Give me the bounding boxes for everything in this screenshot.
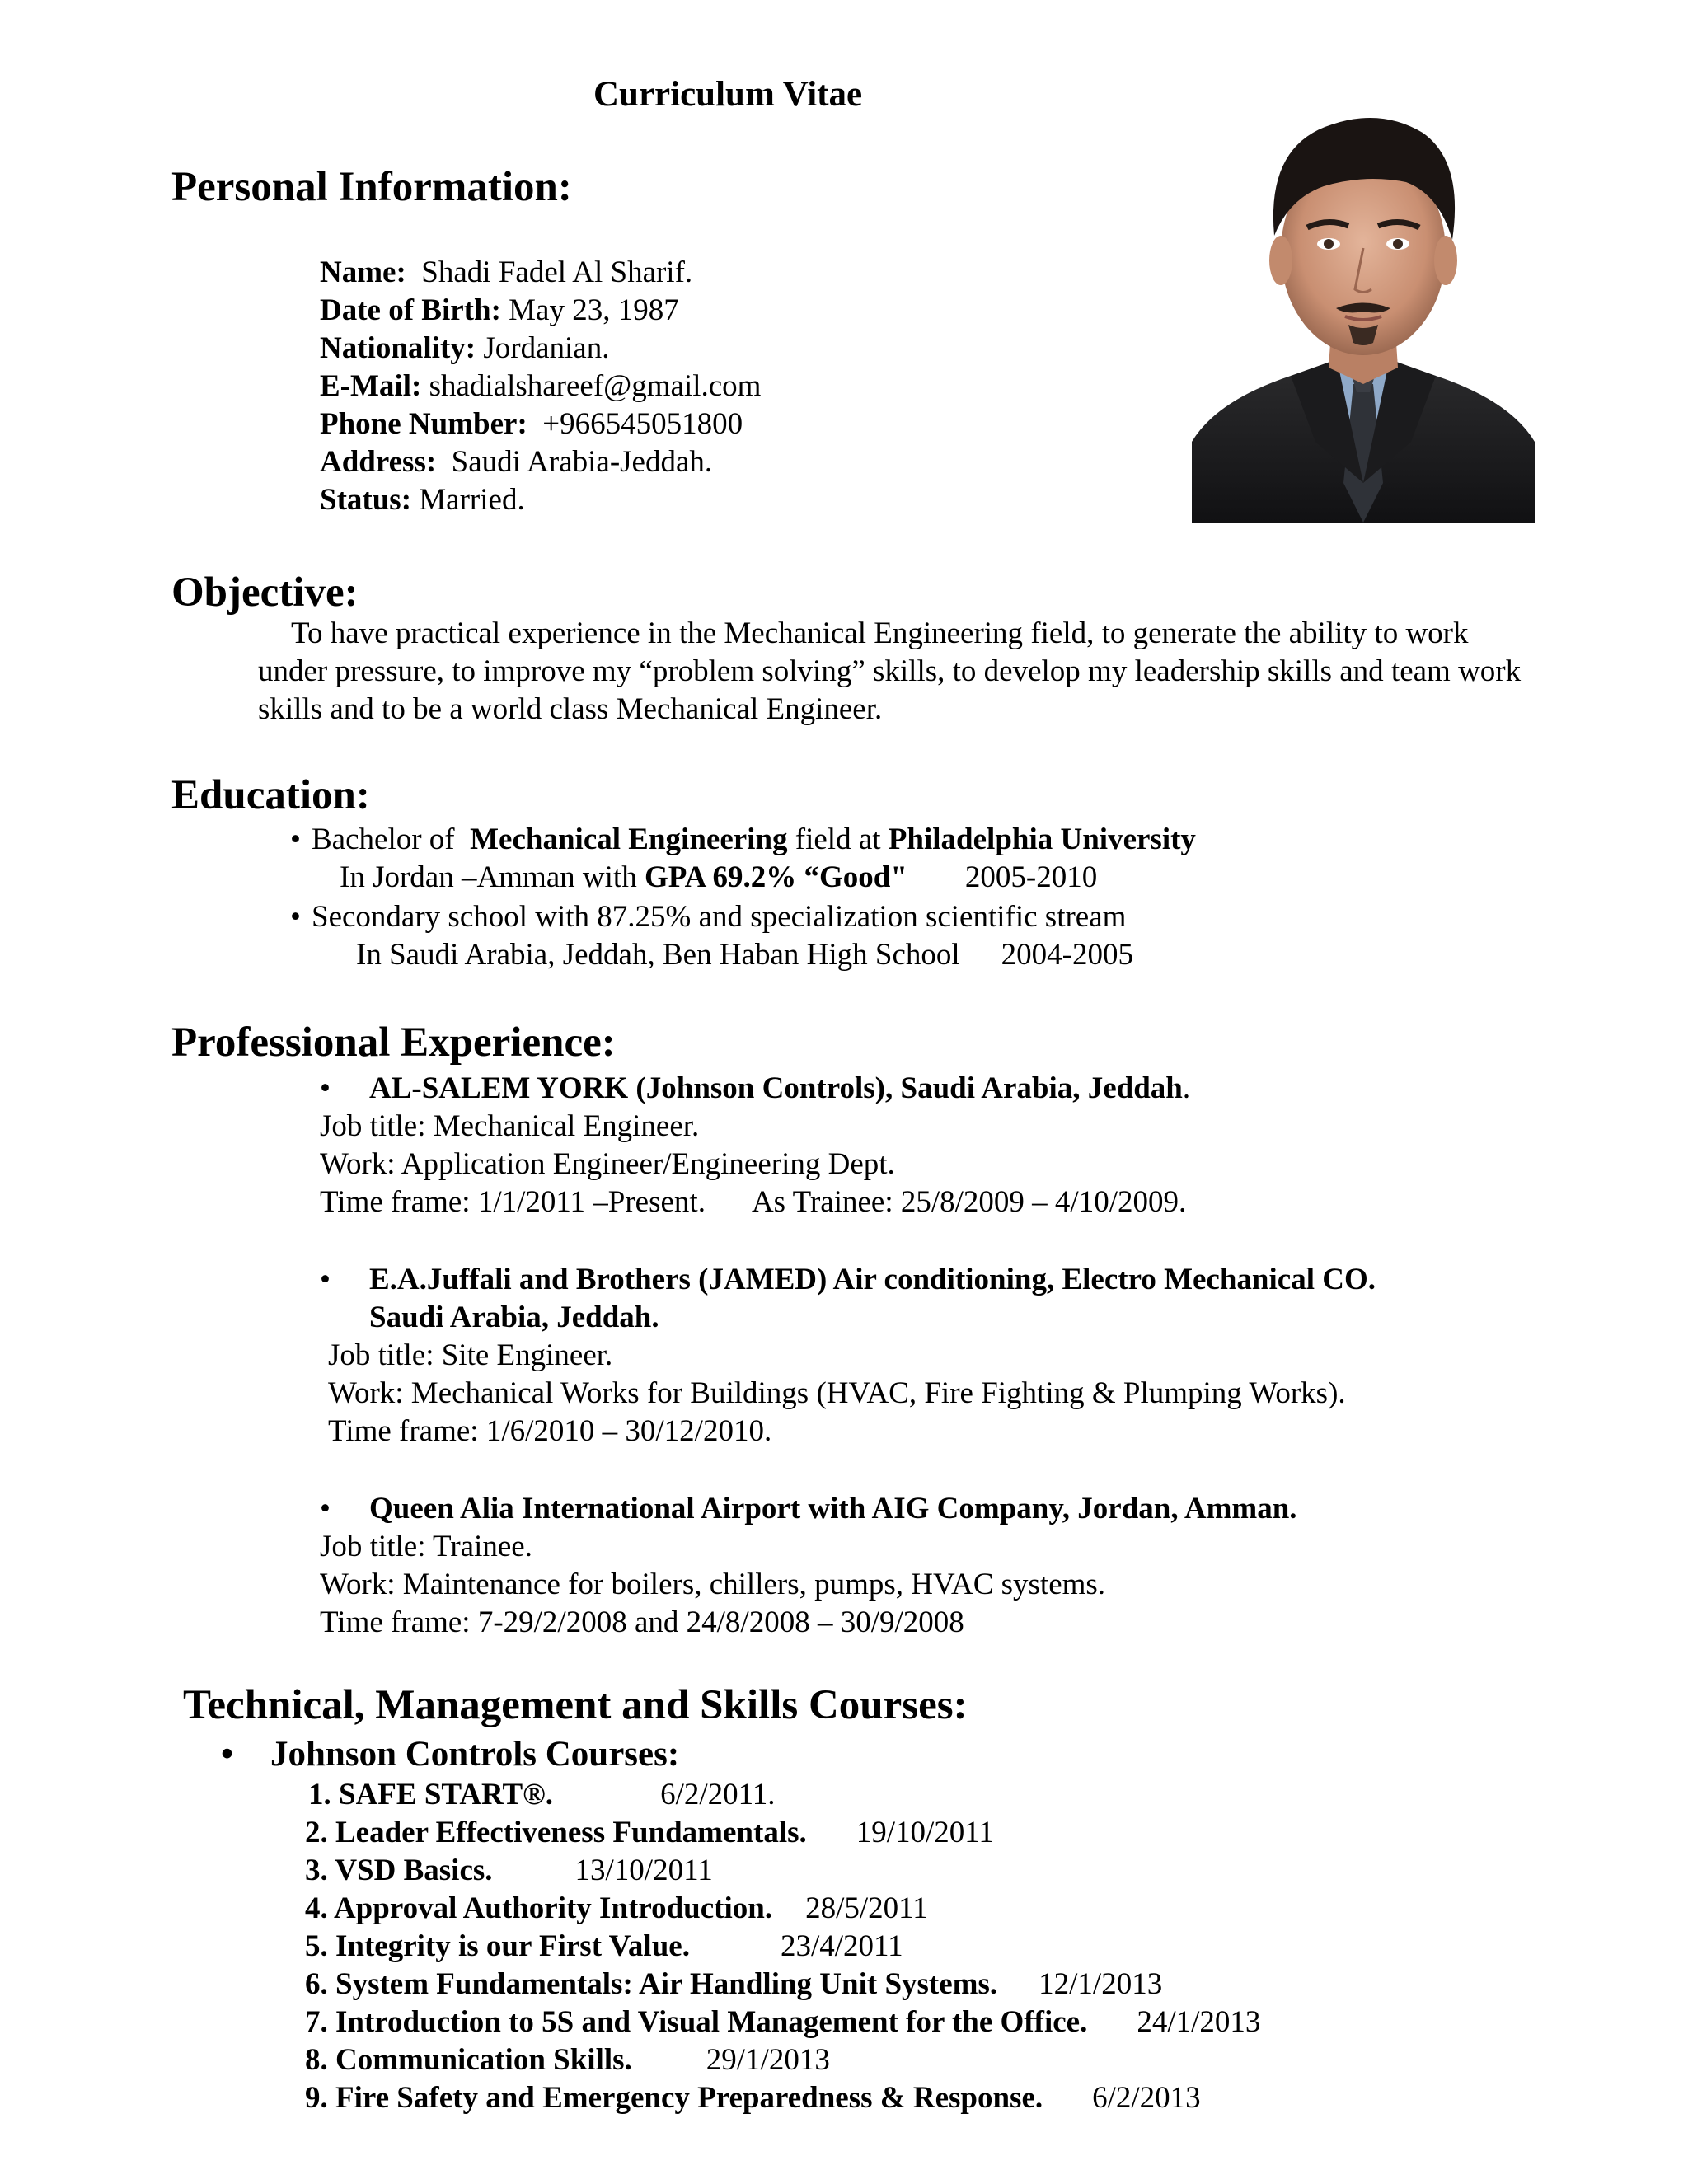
bullet-icon: • bbox=[320, 1071, 331, 1105]
profile-photo bbox=[1192, 96, 1535, 523]
experience-heading: Professional Experience: bbox=[171, 1019, 616, 1066]
course-item: 4. Approval Authority Introduction. 28/5/2011 bbox=[305, 1891, 928, 1925]
pi-label: Date of Birth: bbox=[320, 293, 501, 327]
edu-university: Philadelphia University bbox=[888, 823, 1196, 856]
document-title: Curriculum Vitae bbox=[593, 75, 863, 114]
course-item: 2. Leader Effectiveness Fundamentals. 19/10/2011 bbox=[305, 1816, 994, 1849]
job2-work: Work: Mechanical Works for Buildings (HVAC, Fire Fighting & Plumping Works). bbox=[328, 1376, 1346, 1410]
pi-address-row bbox=[320, 443, 761, 481]
education-item-bachelor bbox=[290, 821, 1196, 859]
education-item-secondary bbox=[290, 898, 1126, 936]
pi-value: May 23, 1987 bbox=[509, 293, 679, 327]
pi-label: E-Mail: bbox=[320, 369, 422, 403]
job1-work: Work: Application Engineer/Engineering Dept. bbox=[320, 1147, 895, 1181]
edu-text: In Saudi Arabia, Jeddah, Ben Haban High School bbox=[356, 938, 960, 972]
time-frame: Time frame: 1/1/2011 –Present. bbox=[320, 1185, 706, 1219]
course-item: 7. Introduction to 5S and Visual Management for the Office. 24/1/2013 bbox=[305, 2005, 1261, 2039]
pi-value: Saudi Arabia-Jeddah. bbox=[451, 445, 713, 479]
job3-company bbox=[320, 1490, 1297, 1528]
job2-company-line2: Saudi Arabia, Jeddah. bbox=[369, 1301, 659, 1334]
pi-label: Name: bbox=[320, 255, 406, 289]
job2-company bbox=[320, 1261, 1376, 1299]
pi-label: Nationality: bbox=[320, 331, 476, 365]
bullet-icon: • bbox=[320, 1492, 331, 1526]
company-name: AL-SALEM YORK (Johnson Controls), Saudi Arabia, Jeddah bbox=[369, 1071, 1183, 1105]
course-item: 6. System Fundamentals: Air Handling Unit Systems. 12/1/2013 bbox=[305, 1967, 1163, 2001]
pi-phone-row bbox=[320, 405, 761, 443]
pi-name-row bbox=[320, 254, 761, 292]
edu-degree: Mechanical Engineering bbox=[470, 823, 788, 856]
pi-value: shadialshareef@gmail.com bbox=[429, 369, 762, 403]
job1-company bbox=[320, 1070, 1190, 1108]
objective-heading: Objective: bbox=[171, 569, 359, 616]
edu-gpa: GPA 69.2% “Good" bbox=[644, 860, 907, 894]
pi-value: Shadi Fadel Al Sharif. bbox=[421, 255, 693, 289]
pi-status-row bbox=[320, 481, 761, 519]
job3-title: Job title: Trainee. bbox=[320, 1530, 532, 1563]
bullet-icon: • bbox=[290, 900, 301, 934]
personal-info-list bbox=[320, 254, 761, 519]
edu-text: Bachelor of bbox=[312, 823, 455, 856]
company-name: Queen Alia International Airport with AIG Company, Jordan, Amman. bbox=[369, 1492, 1297, 1526]
course-group-title: Johnson Controls Courses: bbox=[270, 1735, 680, 1774]
job3-time: Time frame: 7-29/2/2008 and 24/8/2008 – 30/9/2008 bbox=[320, 1605, 964, 1639]
course-item: 5. Integrity is our First Value. 23/4/2011 bbox=[305, 1929, 903, 1963]
job3-work: Work: Maintenance for boilers, chillers, pumps, HVAC systems. bbox=[320, 1568, 1106, 1601]
edu-years: 2004-2005 bbox=[1001, 938, 1133, 972]
company-name: E.A.Juffali and Brothers (JAMED) Air conditioning, Electro Mechanical CO. bbox=[369, 1263, 1376, 1296]
bullet-icon: • bbox=[290, 823, 301, 856]
education-heading: Education: bbox=[171, 772, 370, 818]
edu-years: 2005-2010 bbox=[964, 860, 1098, 894]
bullet-icon: • bbox=[320, 1263, 331, 1296]
trainee-period: As Trainee: 25/8/2009 – 4/10/2009. bbox=[751, 1185, 1187, 1219]
education-item-bachelor-line2 bbox=[340, 859, 1097, 897]
edu-text: Secondary school with 87.25% and specialization scientific stream bbox=[312, 900, 1127, 934]
pi-value: Married. bbox=[419, 483, 525, 517]
education-item-secondary-line2 bbox=[356, 936, 1133, 974]
course-item: 3. VSD Basics. 13/10/2011 bbox=[305, 1854, 713, 1887]
bullet-icon: • bbox=[221, 1735, 234, 1774]
pi-email-row bbox=[320, 368, 761, 405]
pi-dob-row bbox=[320, 292, 761, 330]
job1-title: Job title: Mechanical Engineer. bbox=[320, 1109, 700, 1143]
pi-label: Phone Number: bbox=[320, 407, 528, 441]
company-period: . bbox=[1182, 1071, 1191, 1105]
personal-info-heading: Personal Information: bbox=[171, 164, 572, 210]
courses-group bbox=[221, 1734, 679, 1774]
pi-value: +966545051800 bbox=[542, 407, 743, 441]
course-item: 8. Communication Skills. 29/1/2013 bbox=[305, 2043, 830, 2077]
pi-label: Address: bbox=[320, 445, 437, 479]
job2-time: Time frame: 1/6/2010 – 30/12/2010. bbox=[328, 1414, 772, 1448]
job2-title: Job title: Site Engineer. bbox=[328, 1338, 613, 1372]
job1-time bbox=[320, 1183, 1186, 1221]
pi-nationality-row bbox=[320, 330, 761, 368]
edu-text: field at bbox=[795, 823, 881, 856]
objective-text: To have practical experience in the Mechanical Engineering field, to generate the ability to work under pressure, to improve my “problem solving” skills, to develop my leadership skills and team work skills and to be a world class Mechanical Engineer. bbox=[258, 616, 1522, 726]
pi-label: Status: bbox=[320, 483, 412, 517]
pi-value: Jordanian. bbox=[483, 331, 610, 365]
course-item: 1. SAFE START®. 6/2/2011. bbox=[308, 1778, 776, 1811]
course-item: 9. Fire Safety and Emergency Preparedness & Response. 6/2/2013 bbox=[305, 2081, 1201, 2115]
courses-heading: Technical, Management and Skills Courses: bbox=[183, 1682, 968, 1728]
course-list bbox=[305, 1777, 1260, 2118]
edu-text: In Jordan –Amman with bbox=[340, 860, 637, 894]
